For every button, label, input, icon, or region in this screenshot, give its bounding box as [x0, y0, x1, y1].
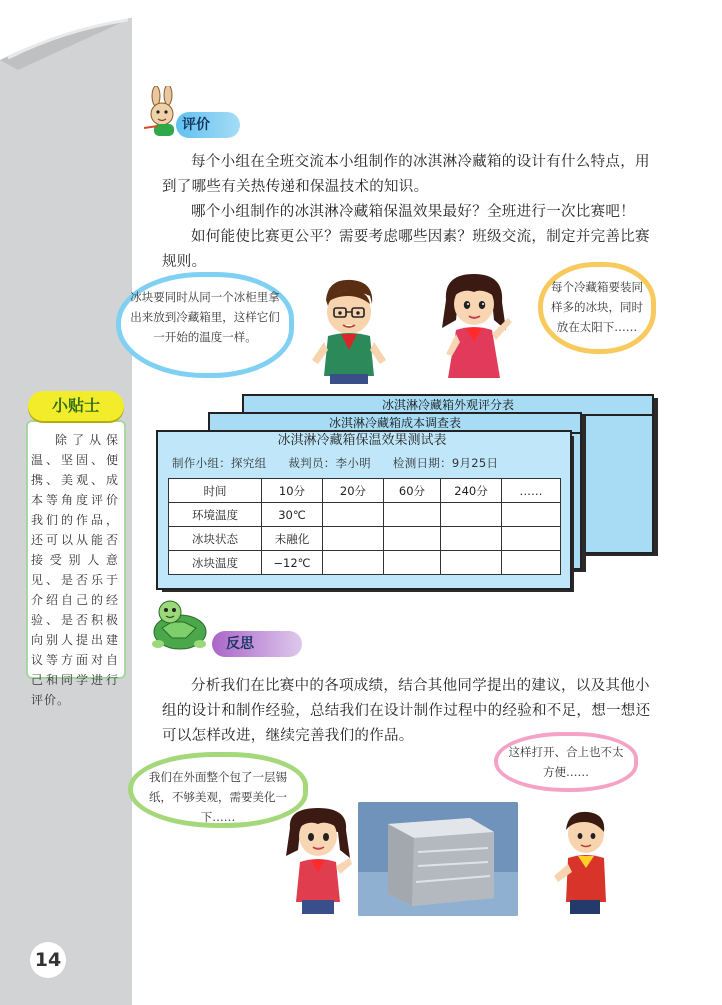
- insulation-test-table: [168, 478, 561, 575]
- row-label: 环境温度: [169, 503, 262, 527]
- insulation-table-info: [172, 455, 498, 471]
- table-cell: [441, 551, 502, 575]
- girl-speech-text: 每个冷藏箱要装同样多的冰块，同时放在太阳下……: [551, 280, 643, 334]
- table-cell: [323, 527, 384, 551]
- table-cell: [502, 551, 561, 575]
- page-curl-icon: [0, 0, 132, 70]
- table-cell: −12℃: [262, 551, 323, 575]
- tip-title: 小贴士: [28, 391, 124, 421]
- table-cell: [502, 527, 561, 551]
- table-row: [169, 503, 561, 527]
- table-cell: [502, 503, 561, 527]
- table-cell: 30℃: [262, 503, 323, 527]
- evaluate-paragraph-3: 如何能使比赛更公平？需要考虑哪些因素？班级交流，制定并完善比赛规则。: [162, 229, 650, 270]
- tip-text: 除了从保温、坚固、便携、美观、成本等角度评价我们的作品，还可以从能否接受别人意见、是否乐于介绍自己的经验、是否积极向别人提出建议等方面对自己和同学进行评价。: [31, 433, 119, 707]
- header-cell: ……: [502, 479, 561, 503]
- row-label: 冰块温度: [169, 551, 262, 575]
- boy2-speech-bubble: [494, 732, 638, 792]
- boy2-speech-text: 这样打开、合上也不太方便……: [508, 745, 624, 779]
- info-date: 检测日期：9月25日: [392, 456, 499, 470]
- header-cell: 240分: [441, 479, 502, 503]
- reflect-heading: 反思: [212, 631, 302, 657]
- table-cell: [384, 551, 441, 575]
- table-cell: [323, 503, 384, 527]
- turtle-mascot-icon: [146, 598, 212, 654]
- info-group: 制作小组：探究组: [172, 456, 267, 470]
- header-cell: 时间: [169, 479, 262, 503]
- table-cell: [323, 551, 384, 575]
- boy-speech-bubble: [116, 272, 294, 378]
- row-label: 冰块状态: [169, 527, 262, 551]
- table-row: [169, 551, 561, 575]
- header-cell: 60分: [384, 479, 441, 503]
- info-referee: 裁判员：李小明: [288, 456, 371, 470]
- evaluate-paragraph-1: 每个小组在全班交流本小组制作的冰淇淋冷藏箱的设计有什么特点，用到了哪些有关热传递和保温技术的知识。: [162, 154, 650, 195]
- girl-character-icon: [284, 806, 354, 918]
- table-cell: 未融化: [262, 527, 323, 551]
- foil-box-photo: [358, 802, 518, 916]
- insulation-table-title: 冰淇淋冷藏箱保温效果测试表: [277, 433, 447, 448]
- evaluate-paragraph-2: 哪个小组制作的冰淇淋冷藏箱保温效果最好？全班进行一次比赛吧！: [191, 204, 635, 220]
- table-cell: [384, 527, 441, 551]
- girl-character-icon: [436, 270, 514, 388]
- reflect-paragraph: 分析我们在比赛中的各项成绩，结合其他同学提出的建议，以及其他小组的设计和制作经验，总结我们在设计制作过程中的经验和不足，想一想还可以怎样改进，继续完善我们的作品。: [162, 678, 651, 744]
- page-number: 14: [30, 942, 66, 978]
- header-cell: 20分: [323, 479, 384, 503]
- girl2-speech-bubble: [128, 752, 308, 828]
- girl2-speech-text: 我们在外面整个包了一层锡纸，不够美观，需要美化一下……: [149, 770, 287, 824]
- table-row: [169, 527, 561, 551]
- appearance-table-title: 冰淇淋冷藏箱外观评分表: [242, 394, 654, 416]
- table-cell: [441, 503, 502, 527]
- boy-speech-text: 冰块要同时从同一个冰柜里拿出来放到冷藏箱里，这样它们一开始的温度一样。: [130, 290, 280, 344]
- table-header-row: [169, 479, 561, 503]
- evaluate-heading: 评价: [176, 112, 240, 138]
- table-cell: [441, 527, 502, 551]
- table-cell: [384, 503, 441, 527]
- cost-table-title: 冰淇淋冷藏箱成本调查表: [208, 412, 582, 434]
- boy-character-icon: [552, 806, 616, 918]
- header-cell: 10分: [262, 479, 323, 503]
- boy-character-icon: [308, 276, 390, 388]
- girl-speech-bubble: [538, 262, 656, 354]
